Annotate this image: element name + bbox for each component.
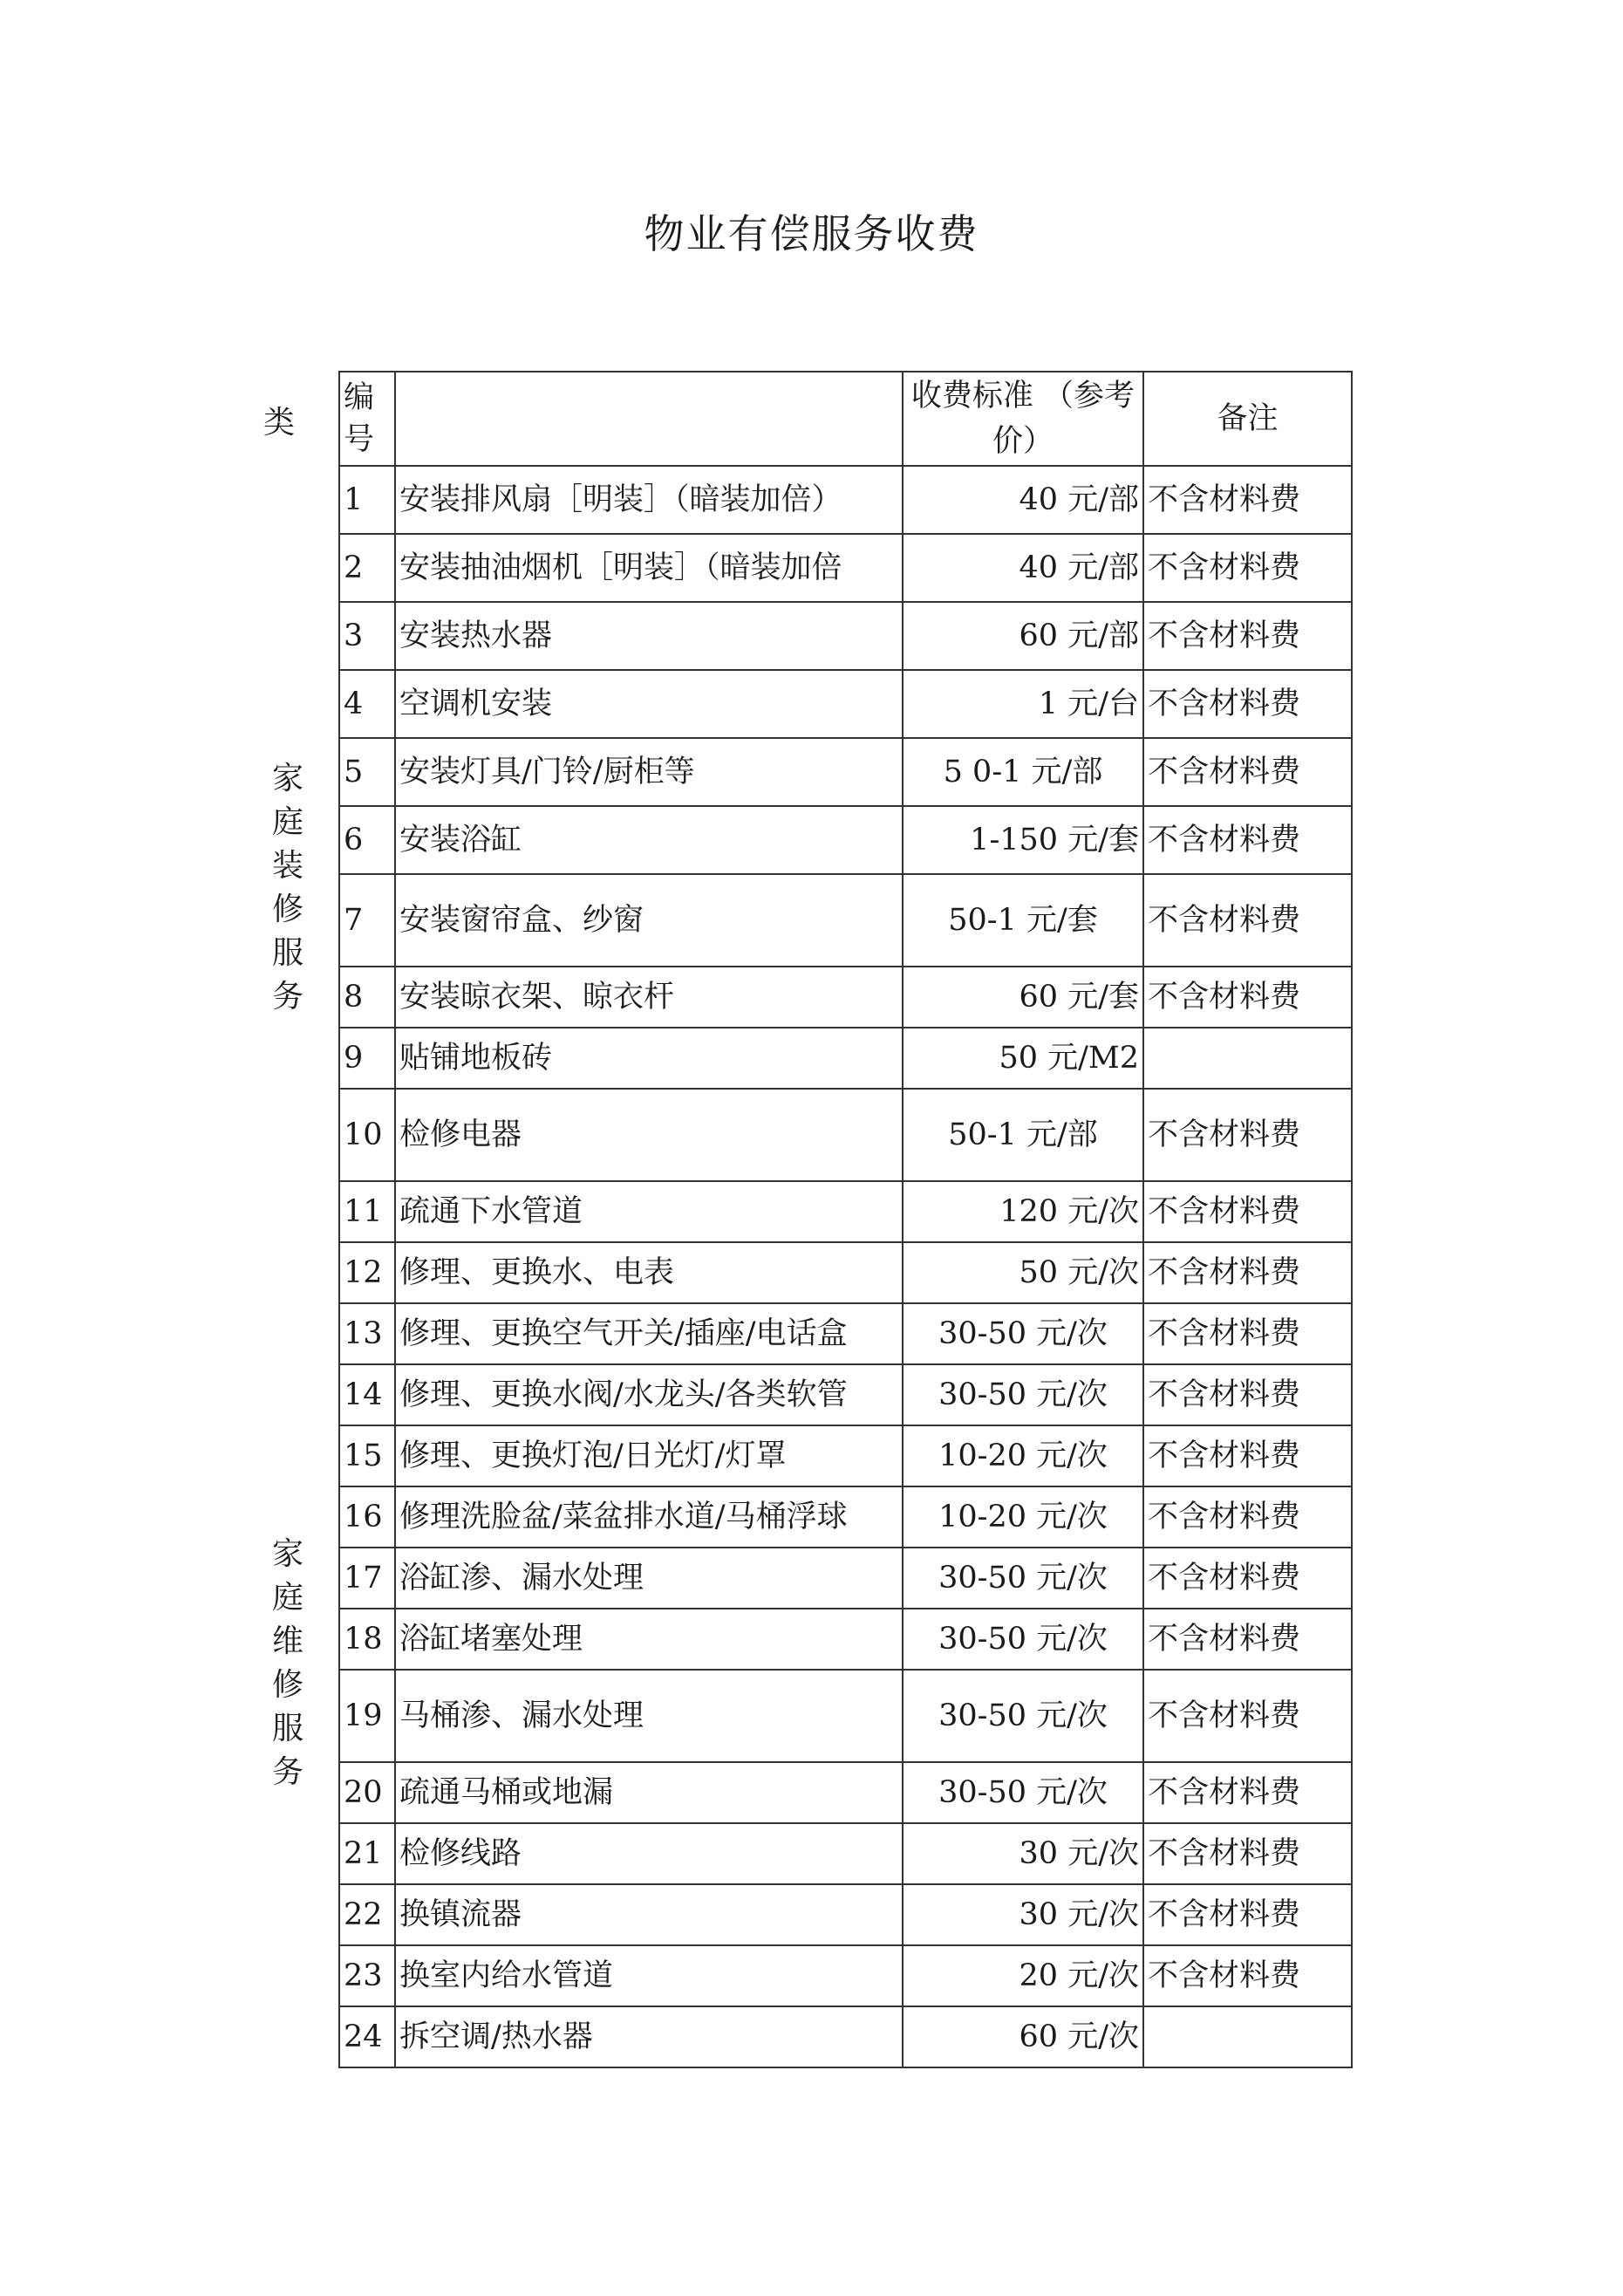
row-no: 17 — [339, 1548, 395, 1609]
row-fee: 50-1 元/套 — [903, 874, 1143, 967]
table-row — [339, 1486, 1352, 1548]
table-row — [339, 1609, 1352, 1670]
row-no: 14 — [339, 1364, 395, 1425]
row-fee: 30 元/次 — [903, 1823, 1143, 1884]
row-note: 不含材料费 — [1143, 534, 1352, 602]
table-row — [339, 1242, 1352, 1303]
table-row — [339, 967, 1352, 1028]
row-item: 疏通下水管道 — [395, 1181, 903, 1242]
row-fee: 30-50 元/次 — [903, 1762, 1143, 1823]
row-note: 不含材料费 — [1143, 874, 1352, 967]
table-row — [339, 806, 1352, 874]
row-note: 不含材料费 — [1143, 967, 1352, 1028]
table-row — [339, 1670, 1352, 1762]
row-item: 疏通马桶或地漏 — [395, 1762, 903, 1823]
row-item: 换室内给水管道 — [395, 1945, 903, 2006]
row-note: 不含材料费 — [1143, 1303, 1352, 1364]
row-fee: 1-150 元/套 — [903, 806, 1143, 874]
row-note: 不含材料费 — [1143, 602, 1352, 670]
row-note: 不含材料费 — [1143, 1425, 1352, 1486]
row-item: 修理洗脸盆/菜盆排水道/马桶浮球 — [395, 1486, 903, 1548]
row-fee: 10-20 元/次 — [903, 1425, 1143, 1486]
row-no: 11 — [339, 1181, 395, 1242]
row-fee: 5 0-1 元/部 — [903, 738, 1143, 806]
table-row — [339, 602, 1352, 670]
row-item: 贴铺地板砖 — [395, 1028, 903, 1089]
row-no: 6 — [339, 806, 395, 874]
row-no: 12 — [339, 1242, 395, 1303]
row-fee: 120 元/次 — [903, 1181, 1143, 1242]
row-no: 20 — [339, 1762, 395, 1823]
row-item: 浴缸堵塞处理 — [395, 1609, 903, 1670]
row-fee: 30 元/次 — [903, 1884, 1143, 1945]
table-row — [339, 1762, 1352, 1823]
row-fee: 30-50 元/次 — [903, 1303, 1143, 1364]
row-fee: 50 元/M2 — [903, 1028, 1143, 1089]
table-row — [339, 1425, 1352, 1486]
page-title: 物业有偿服务收费 — [644, 210, 979, 257]
table-row — [339, 1028, 1352, 1089]
row-no: 9 — [339, 1028, 395, 1089]
row-item: 检修电器 — [395, 1089, 903, 1181]
row-item: 浴缸渗、漏水处理 — [395, 1548, 903, 1609]
row-note: 不含材料费 — [1143, 806, 1352, 874]
row-note: 不含材料费 — [1143, 738, 1352, 806]
row-fee: 30-50 元/次 — [903, 1609, 1143, 1670]
header-no: 编号 — [339, 372, 395, 466]
category-header-label: 类 — [263, 405, 295, 441]
row-fee: 30-50 元/次 — [903, 1364, 1143, 1425]
table-row — [339, 534, 1352, 602]
row-fee: 60 元/部 — [903, 602, 1143, 670]
row-item: 修理、更换空气开关/插座/电话盒 — [395, 1303, 903, 1364]
table-row — [339, 1089, 1352, 1181]
fee-table — [338, 371, 1353, 2068]
row-no: 2 — [339, 534, 395, 602]
row-note: 不含材料费 — [1143, 1486, 1352, 1548]
row-note: 不含材料费 — [1143, 1242, 1352, 1303]
row-no: 18 — [339, 1609, 395, 1670]
header-fee: 收费标准 （参考价） — [903, 372, 1143, 466]
table-row — [339, 1823, 1352, 1884]
category-repair-label: 家 庭 维 修 服 务 — [271, 1536, 303, 1790]
row-no: 23 — [339, 1945, 395, 2006]
row-no: 15 — [339, 1425, 395, 1486]
row-no: 16 — [339, 1486, 395, 1548]
row-note: 不含材料费 — [1143, 1823, 1352, 1884]
row-note: 不含材料费 — [1143, 1609, 1352, 1670]
row-no: 22 — [339, 1884, 395, 1945]
row-note: 不含材料费 — [1143, 466, 1352, 534]
row-note: 不含材料费 — [1143, 1670, 1352, 1762]
row-fee: 60 元/套 — [903, 967, 1143, 1028]
row-note: 不含材料费 — [1143, 1762, 1352, 1823]
table-row — [339, 1548, 1352, 1609]
row-no: 10 — [339, 1089, 395, 1181]
row-item: 安装窗帘盒、纱窗 — [395, 874, 903, 967]
table-row — [339, 1303, 1352, 1364]
row-item: 安装晾衣架、晾衣杆 — [395, 967, 903, 1028]
row-item: 安装灯具/门铃/厨柜等 — [395, 738, 903, 806]
row-item: 修理、更换水、电表 — [395, 1242, 903, 1303]
table-row — [339, 1364, 1352, 1425]
row-fee: 30-50 元/次 — [903, 1670, 1143, 1762]
row-no: 7 — [339, 874, 395, 967]
row-no: 21 — [339, 1823, 395, 1884]
row-no: 4 — [339, 670, 395, 738]
row-note: 不含材料费 — [1143, 1089, 1352, 1181]
row-fee: 50 元/次 — [903, 1242, 1143, 1303]
row-note: 不含材料费 — [1143, 1945, 1352, 2006]
row-no: 5 — [339, 738, 395, 806]
header-item — [395, 372, 903, 466]
row-no: 8 — [339, 967, 395, 1028]
row-no: 1 — [339, 466, 395, 534]
row-fee: 30-50 元/次 — [903, 1548, 1143, 1609]
table-row — [339, 1945, 1352, 2006]
row-item: 安装抽油烟机［明装］（暗装加倍 — [395, 534, 903, 602]
row-fee: 40 元/部 — [903, 466, 1143, 534]
header-note: 备注 — [1143, 372, 1352, 466]
row-fee: 50-1 元/部 — [903, 1089, 1143, 1181]
row-no: 24 — [339, 2006, 395, 2067]
row-fee: 60 元/次 — [903, 2006, 1143, 2067]
row-item: 马桶渗、漏水处理 — [395, 1670, 903, 1762]
row-item: 安装浴缸 — [395, 806, 903, 874]
category-decoration-label: 家 庭 装 修 服 务 — [271, 761, 303, 1015]
table-row — [339, 2006, 1352, 2067]
row-fee: 1 元/台 — [903, 670, 1143, 738]
row-no: 13 — [339, 1303, 395, 1364]
row-note: 不含材料费 — [1143, 670, 1352, 738]
row-note: 不含材料费 — [1143, 1548, 1352, 1609]
row-no: 3 — [339, 602, 395, 670]
row-note — [1143, 1028, 1352, 1089]
row-note: 不含材料费 — [1143, 1181, 1352, 1242]
row-fee: 10-20 元/次 — [903, 1486, 1143, 1548]
row-item: 安装热水器 — [395, 602, 903, 670]
table-row — [339, 670, 1352, 738]
row-item: 修理、更换灯泡/日光灯/灯罩 — [395, 1425, 903, 1486]
row-fee: 40 元/部 — [903, 534, 1143, 602]
row-fee: 20 元/次 — [903, 1945, 1143, 2006]
row-no: 19 — [339, 1670, 395, 1762]
table-header-row — [339, 372, 1352, 466]
row-item: 换镇流器 — [395, 1884, 903, 1945]
row-note: 不含材料费 — [1143, 1364, 1352, 1425]
row-item: 检修线路 — [395, 1823, 903, 1884]
table-row — [339, 1884, 1352, 1945]
table-row — [339, 1181, 1352, 1242]
row-item: 安装排风扇［明装］（暗装加倍） — [395, 466, 903, 534]
table-row — [339, 738, 1352, 806]
table-row — [339, 874, 1352, 967]
row-item: 拆空调/热水器 — [395, 2006, 903, 2067]
row-item: 空调机安装 — [395, 670, 903, 738]
row-item: 修理、更换水阀/水龙头/各类软管 — [395, 1364, 903, 1425]
row-note: 不含材料费 — [1143, 1884, 1352, 1945]
table-row — [339, 466, 1352, 534]
row-note — [1143, 2006, 1352, 2067]
